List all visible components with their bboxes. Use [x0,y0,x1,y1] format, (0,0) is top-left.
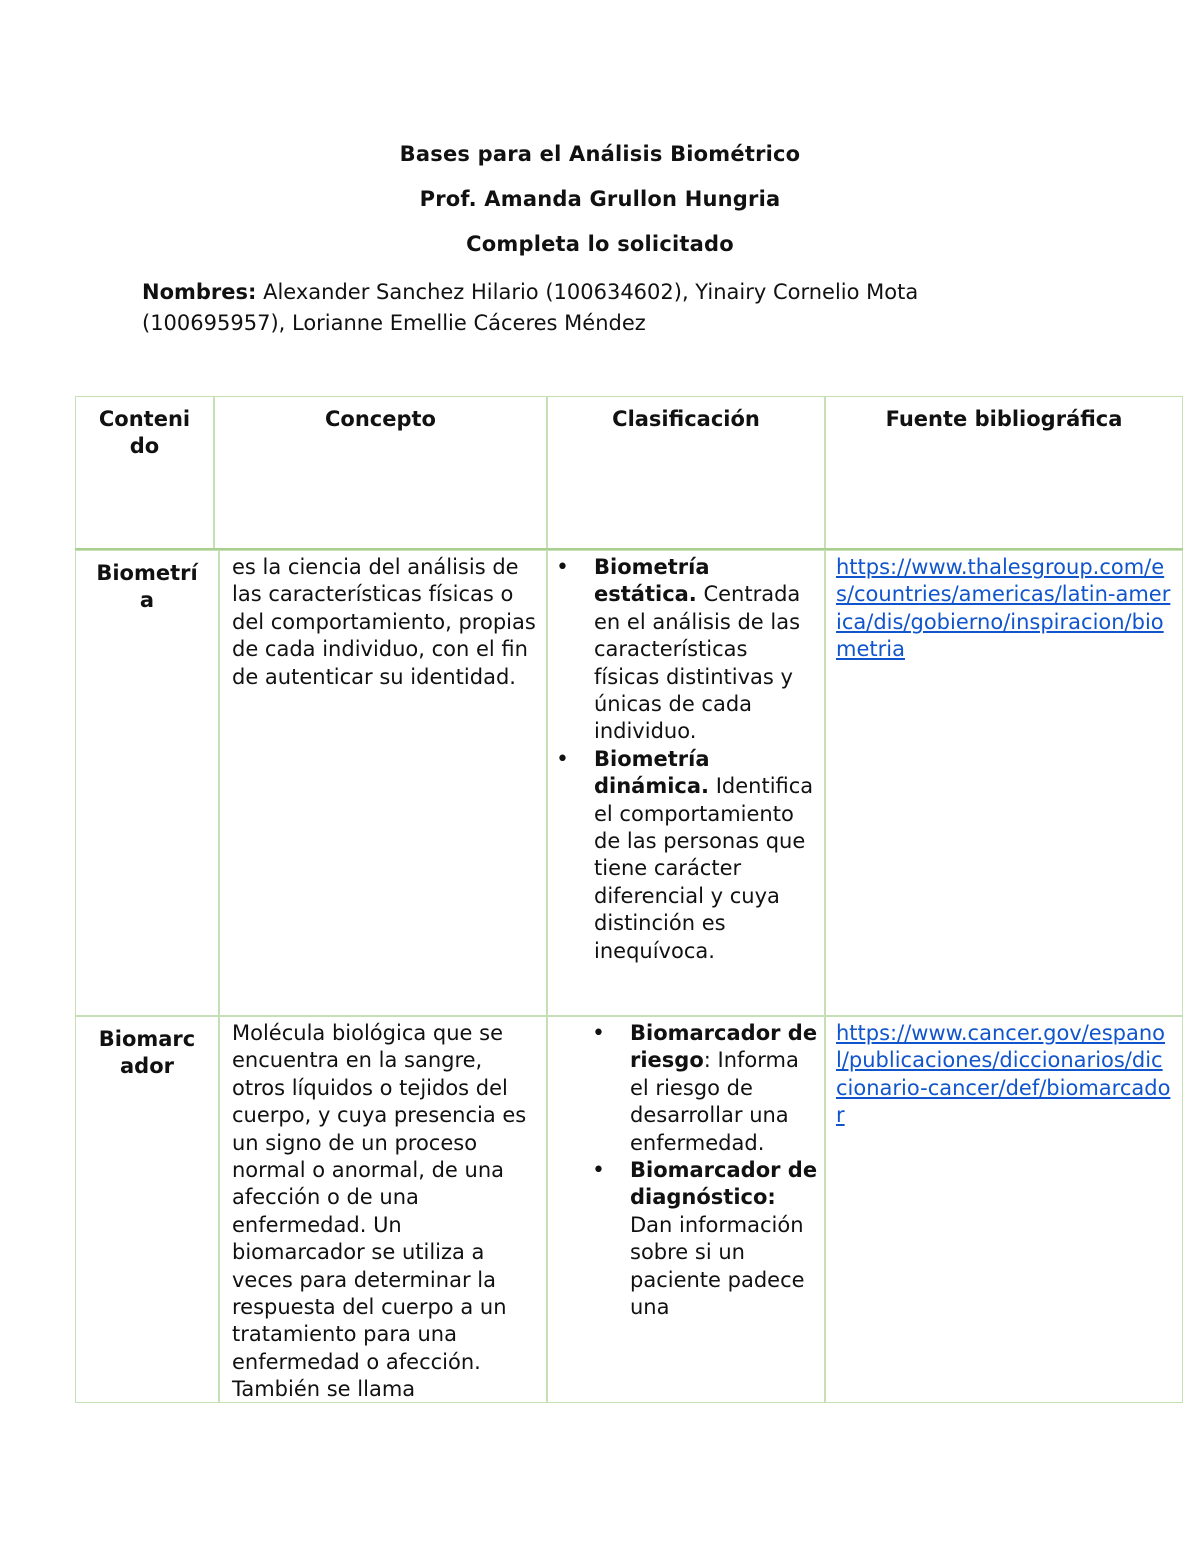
class-term: Biometría dinámica. [594,746,710,799]
header-fuente: Fuente bibliográfica [825,396,1183,550]
list-item [594,554,818,746]
class-desc: : Informa el riesgo de desarrollar una enfermedad. [630,1048,799,1155]
header-contenido [75,396,214,550]
row-biometria-fuente-link[interactable]: https://www.thalesgroup.com/es/countries/americas/latin-america/dis/gobierno/inspiracion/biometria [825,550,1183,1016]
header-contenido-l2: do [129,434,160,459]
row-biomarcador-label-l1: Biomarc [98,1027,196,1051]
names-line-2: (100695957), Lorianne Emellie Cáceres Méndez [142,311,646,335]
list-item [630,1157,818,1321]
row-biometria-label-l2: a [139,588,155,613]
instruction-text: Completa lo solicitado [466,232,734,256]
class-term: Biomarcador de riesgo [630,1021,818,1073]
row-biometria-label-l1: Biometrí [96,561,198,585]
row-biometria-label [75,550,219,1016]
class-desc: Dan información sobre si un paciente padece una [630,1212,805,1320]
row-biometria-concepto: es la ciencia del análisis de las características físicas o del comportamiento, propias de cada individuo, con el fin de autenticar su identidad. [219,550,547,1016]
list-item [630,1020,818,1157]
professor-name: Prof. Amanda Grullon Hungria [419,187,781,211]
row-biomarcador-clasificacion [547,1016,825,1403]
student-names [142,277,1042,339]
header-concepto: Concepto [214,396,547,550]
class-desc: Identifica el comportamiento de las personas que tiene carácter diferencial y cuya distinción es inequívoca. [594,774,814,963]
document-title: Bases para el Análisis Biométrico [399,142,801,166]
names-label: Nombres: [142,280,257,304]
list-item [594,746,818,965]
row-biomarcador-concepto: Molécula biológica que se encuentra en la sangre, otros líquidos o tejidos del cuerpo, y cuya presencia es un signo de un proceso normal o anormal, de una afección o de una enfermedad. Un biomarcador se utiliza a veces para determinar la respuesta del cuerpo a un tratamiento para una enfermedad o afección. También se llama [219,1016,547,1403]
class-term: Biomarcador de diagnóstico: [630,1158,818,1210]
row-biomarcador-label [75,1016,219,1403]
row-biomarcador-fuente-link[interactable]: https://www.cancer.gov/espanol/publicaciones/diccionarios/diccionario-cancer/def/biomarcador [825,1016,1183,1403]
names-line-1: Alexander Sanchez Hilario (100634602), Yinairy Cornelio Mota [256,280,919,304]
header-contenido-l1: Conteni [98,407,191,431]
row-biometria-clasificacion [547,550,825,1016]
header-clasificacion: Clasificación [547,396,825,550]
class-desc: Centrada en el análisis de las características físicas distintivas y únicas de cada individuo. [594,582,801,744]
row-biomarcador-label-l2: ador [120,1054,174,1079]
class-term: Biometría estática. [594,555,710,607]
